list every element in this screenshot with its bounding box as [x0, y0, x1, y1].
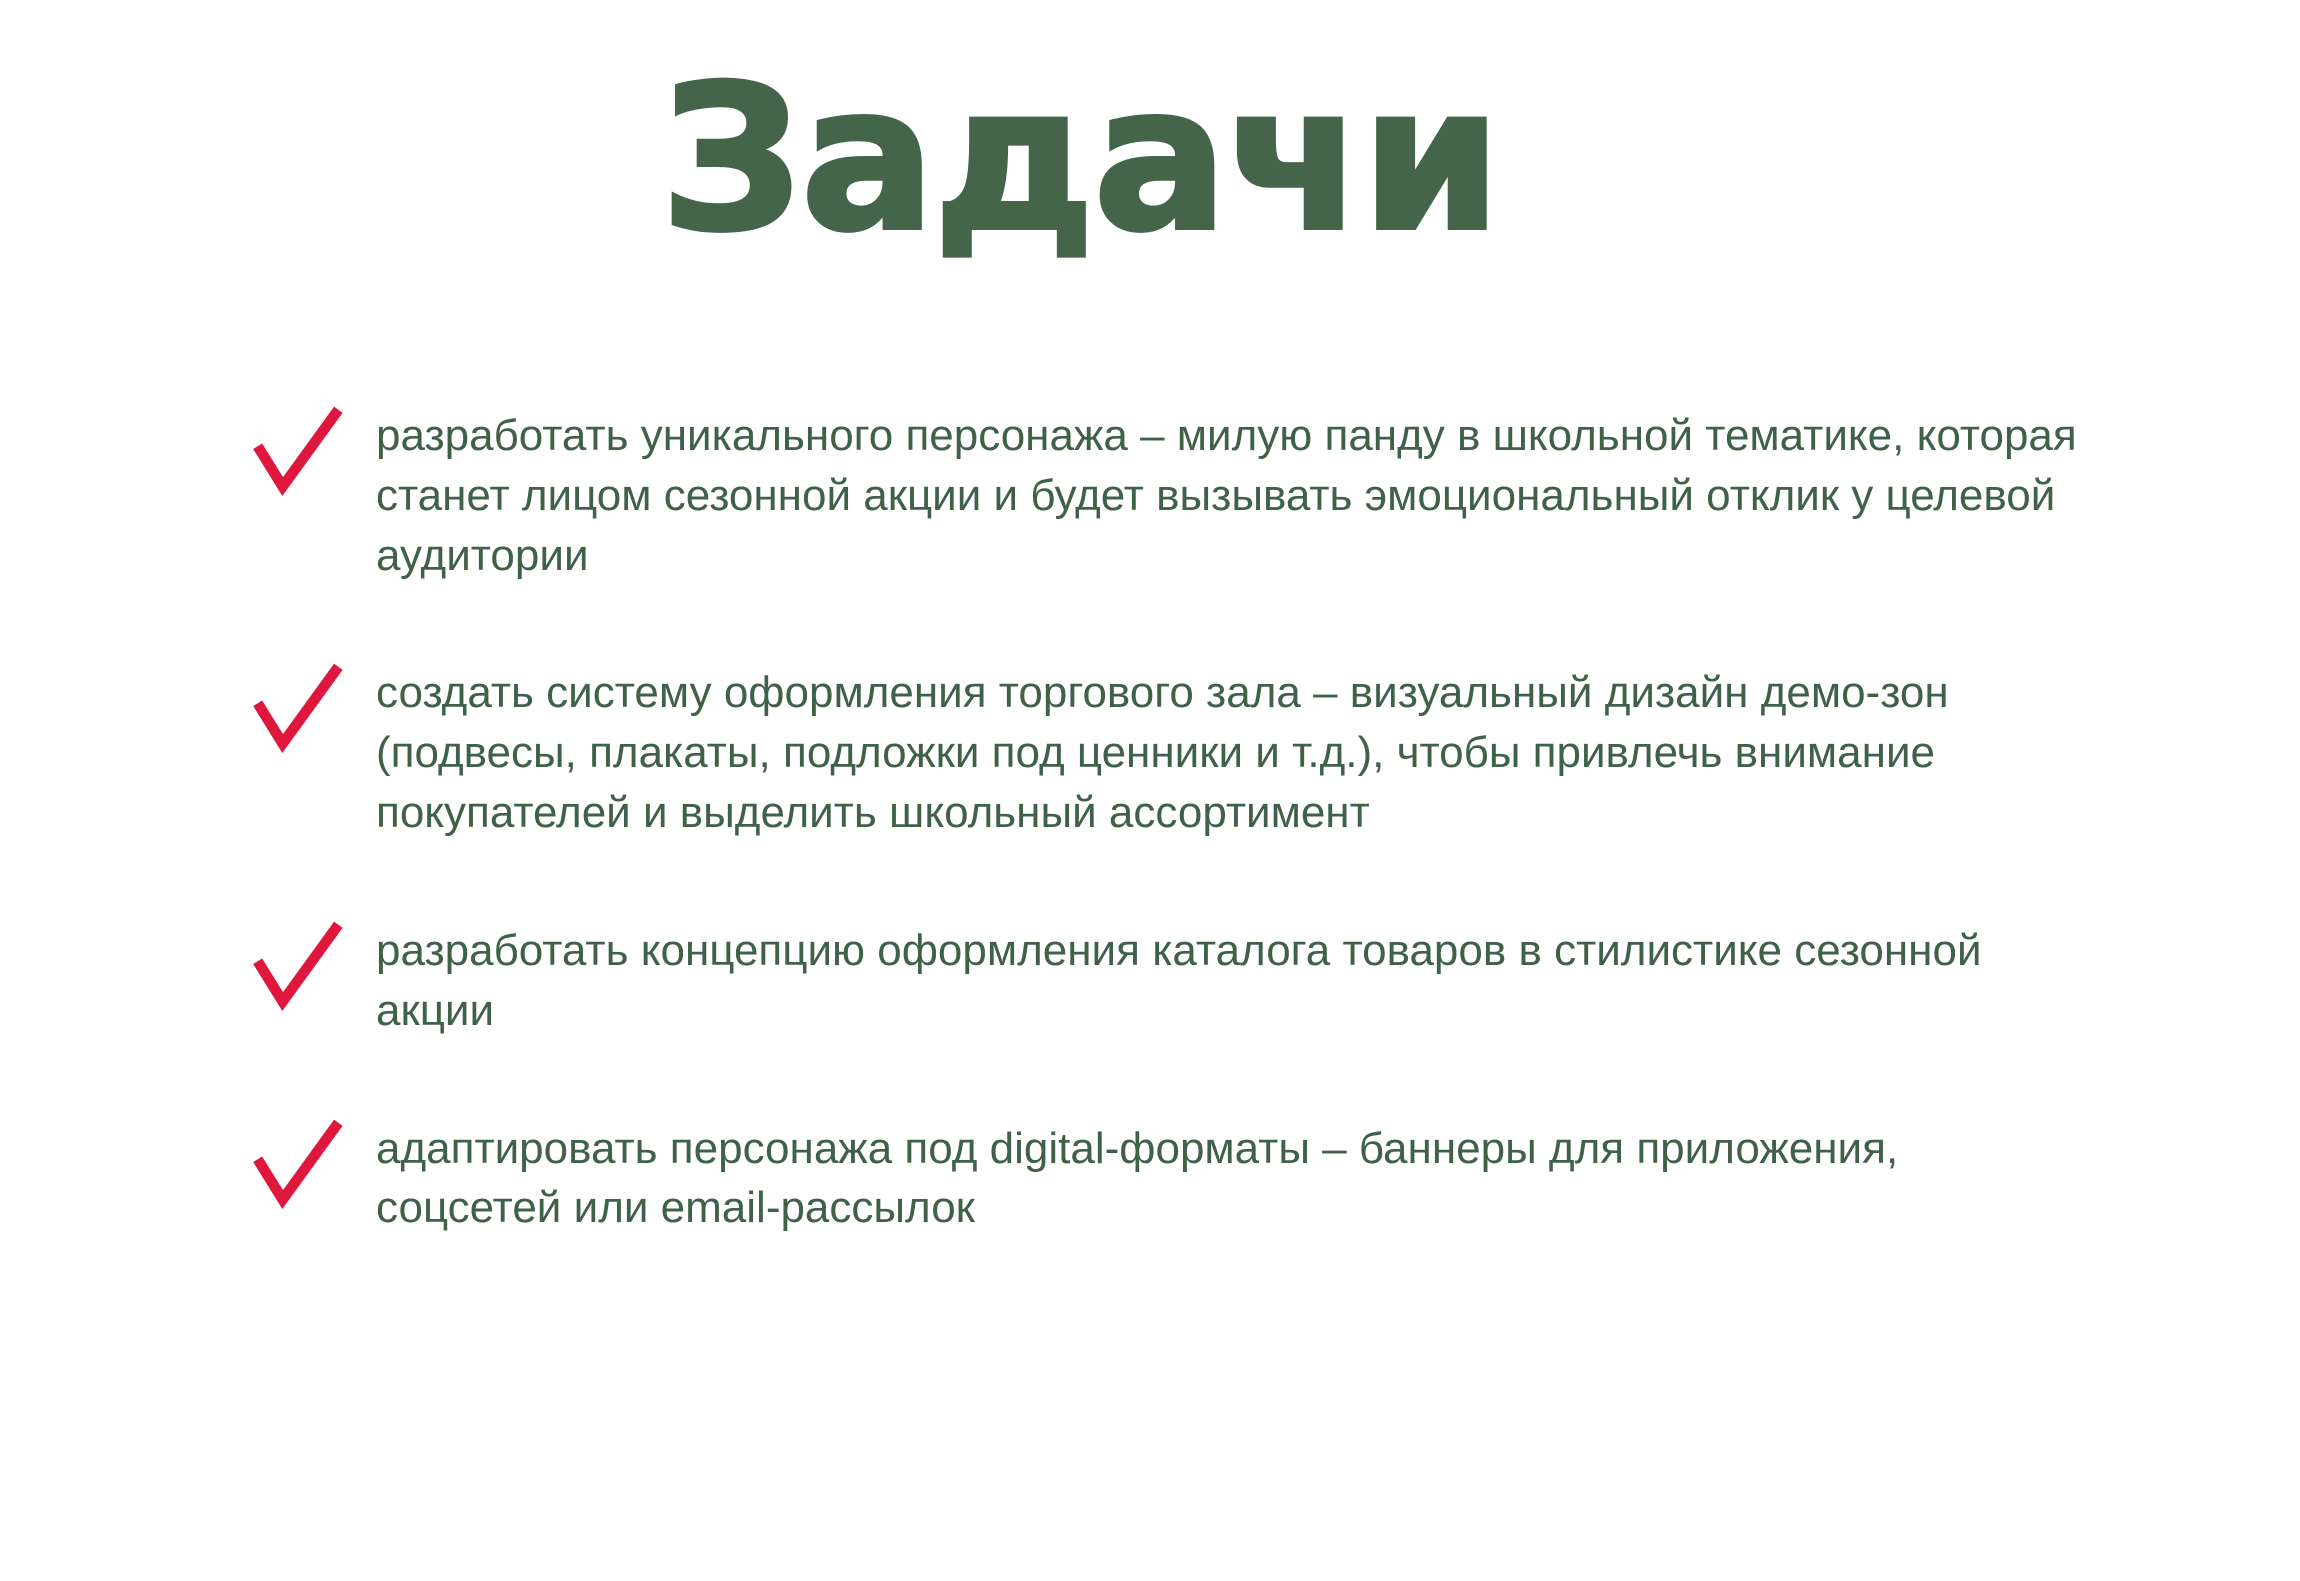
list-item-label: создать систему оформления торгового зала – визуальный дизайн демо-зон (подвесы, плакаты, подложки под ценники и т.д.), чтобы привлечь внимание покупателей и выделить школьный ассортимент	[376, 668, 1949, 838]
list-item	[250, 915, 2090, 1041]
tasks-list	[250, 400, 2090, 1238]
list-item	[250, 657, 2090, 842]
checkmark-icon	[250, 661, 346, 757]
list-item-label: разработать концепцию оформления каталога товаров в стилистике сезонной акции	[376, 925, 1982, 1035]
checkmark-icon	[250, 404, 346, 500]
checkmark-icon	[250, 1117, 346, 1213]
list-item	[250, 1113, 2090, 1239]
list-item	[250, 400, 2090, 585]
checkmark-icon	[250, 919, 346, 1015]
list-item-label: разработать уникального персонажа – милую панду в школьной тематике, которая станет лицом сезонной акции и будет вызывать эмоциональный отклик у целевой аудитории	[376, 411, 2077, 580]
page-title: Задачи	[660, 43, 1500, 276]
list-item-label: адаптировать персонажа под digital-форматы – баннеры для приложения, соцсетей или email-рассылок	[376, 1123, 1899, 1233]
